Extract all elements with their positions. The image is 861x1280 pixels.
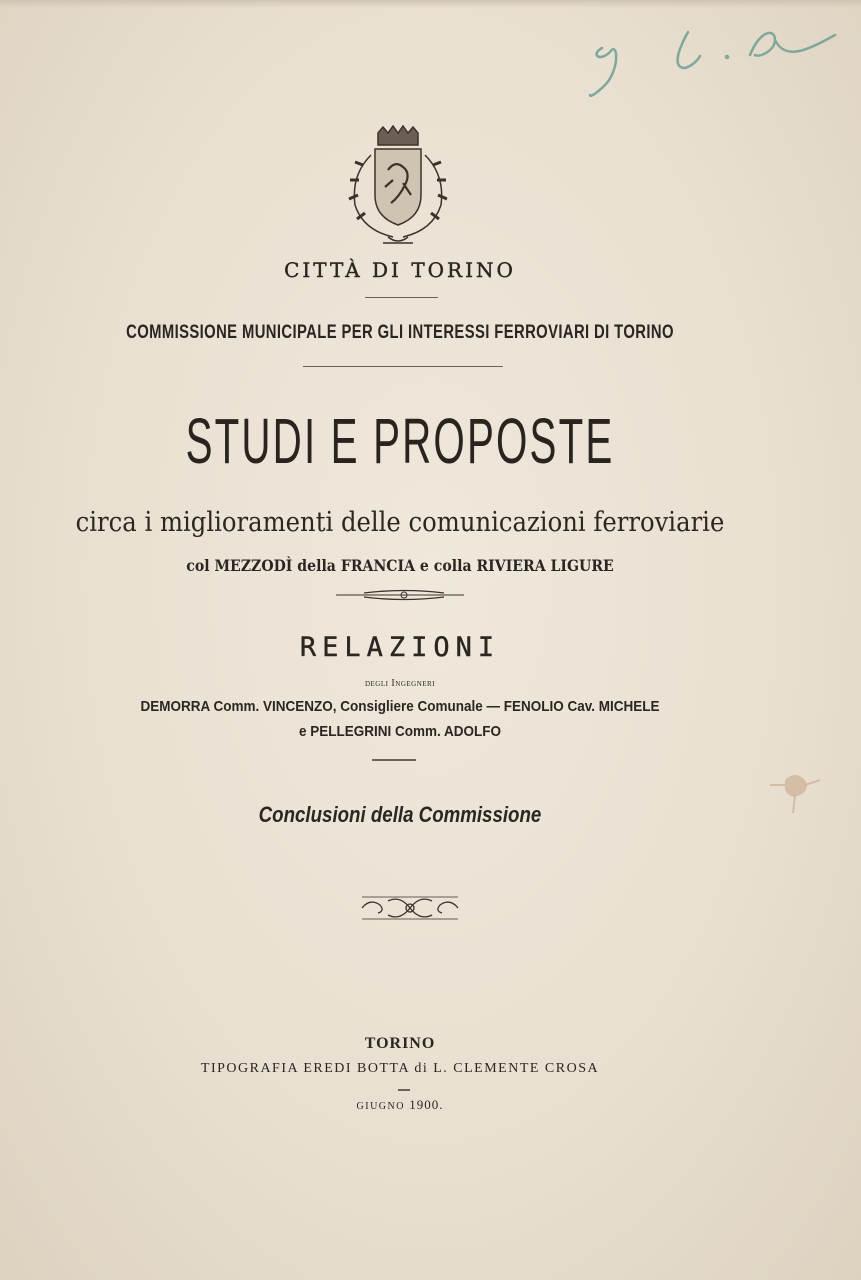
authors-line-2: e PELLEGRINI Comm. ADOLFO — [298, 723, 502, 740]
main-title: STUDI E PROPOSTE — [185, 404, 615, 477]
divider-rule — [365, 297, 438, 298]
imprint-place: TORINO — [364, 1035, 436, 1052]
handwritten-note — [560, 0, 860, 110]
authors-line-1: DEMORRA Comm. VINCENZO, Consigliere Comunale — FENOLIO Cav. MICHELE — [140, 698, 660, 715]
commission-name: COMMISSIONE MUNICIPALE PER GLI INTERESSI FERROVIARI DI TORINO — [126, 322, 674, 343]
subtitle-line-2: col MEZZODÌ della FRANCIA e colla RIVIERA LIGURE — [186, 556, 614, 575]
imprint-year: 1900. — [409, 1097, 444, 1112]
authors-intro: degli Ingegneri — [364, 678, 436, 689]
reports-heading: RELAZIONI — [299, 632, 501, 663]
divider-rule — [303, 366, 503, 367]
divider-rule — [372, 759, 416, 761]
stain-mark — [765, 755, 825, 815]
subtitle: circa i miglioramenti delle comunicazioni ferroviarie — [75, 507, 725, 538]
imprint-date — [0, 1097, 800, 1113]
divider-rule — [398, 1089, 410, 1091]
conclusions-heading: Conclusioni della Commissione — [258, 802, 542, 827]
imprint-month: GIUGNO — [356, 1101, 405, 1112]
imprint-printer: TIPOGRAFIA EREDI BOTTA di L. CLEMENTE CROSA — [200, 1061, 600, 1076]
coat-of-arms-emblem — [333, 125, 463, 250]
city-name: CITTÀ DI TORINO — [284, 258, 516, 282]
ornament-divider — [334, 588, 474, 602]
ornament-vignette — [360, 893, 460, 923]
